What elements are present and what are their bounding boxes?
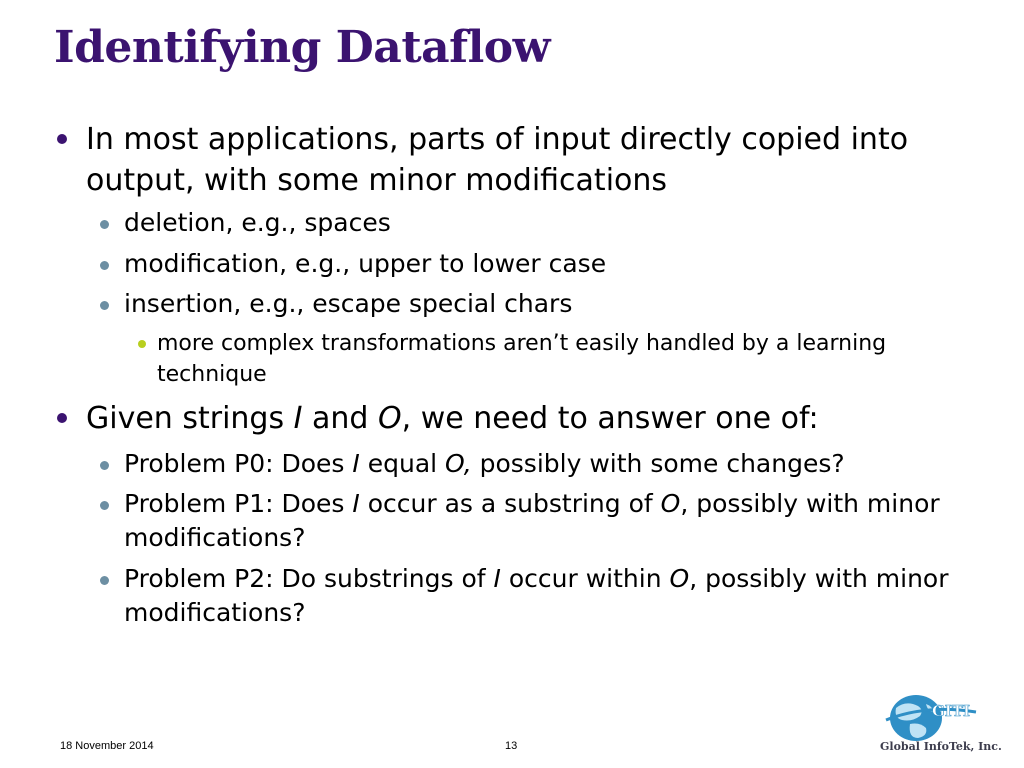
bullet-dot [138, 340, 146, 348]
bullet-dot [57, 413, 67, 423]
footer-date: 18 November 2014 [60, 740, 154, 752]
slide-title: Identifying Dataflow [54, 22, 551, 73]
logo-text: GITI [932, 702, 971, 720]
text-run: possibly with some changes? [471, 449, 845, 478]
bullet-dot [100, 501, 109, 510]
bullet-text: deletion, e.g., spaces [124, 208, 391, 237]
bullet-level2 [124, 487, 1004, 555]
bullet-dot [100, 576, 109, 585]
var-o: O [669, 564, 690, 593]
var-o: O, [445, 449, 472, 478]
company-name: Global InfoTek, Inc. [880, 740, 1002, 753]
text-run: occur within [500, 564, 670, 593]
text-run: Problem P2: Do substrings of [124, 564, 494, 593]
bullet-text: In most applications, parts of input directly copied into output, with some minor modifications [86, 122, 909, 198]
var-i: I [293, 401, 303, 436]
bullet-level1 [86, 119, 986, 201]
text-run: Problem P0: Does [124, 449, 353, 478]
bullet-text [124, 449, 845, 478]
text-run: occur as a substring of [359, 489, 661, 518]
text-run: Given strings [86, 401, 294, 436]
text-run: equal [359, 449, 446, 478]
text-run: , possibly with minor modifications? [124, 564, 949, 627]
bullet-dot [100, 461, 109, 470]
var-i: I [352, 449, 360, 478]
var-i: I [352, 489, 360, 518]
bullet-dot [100, 261, 109, 270]
bullet-level2 [124, 447, 1004, 481]
bullet-level2 [124, 206, 1004, 240]
var-o: O [660, 489, 681, 518]
text-run: and [302, 401, 379, 436]
bullet-text: more complex transformations aren’t easily handled by a learning technique [157, 331, 887, 387]
bullet-text: insertion, e.g., escape special chars [124, 289, 573, 318]
bullet-dot [100, 301, 109, 310]
bullet-level2 [124, 562, 1004, 630]
page-number: 13 [505, 740, 518, 752]
bullet-text [124, 564, 949, 627]
bullet-level3 [157, 328, 937, 390]
bullet-level1 [86, 398, 986, 439]
text-run: , possibly with minor modifications? [124, 489, 940, 552]
bullet-dot [57, 134, 67, 144]
bullet-text [86, 401, 819, 436]
bullet-dot [100, 220, 109, 229]
var-o: O [378, 401, 402, 436]
bullet-text [124, 489, 940, 552]
bullet-level2 [124, 287, 1004, 321]
bullet-level2 [124, 247, 1004, 281]
text-run: , we need to answer one of: [401, 401, 819, 436]
bullet-text: modification, e.g., upper to lower case [124, 249, 607, 278]
var-i: I [493, 564, 501, 593]
text-run: Problem P1: Does [124, 489, 353, 518]
